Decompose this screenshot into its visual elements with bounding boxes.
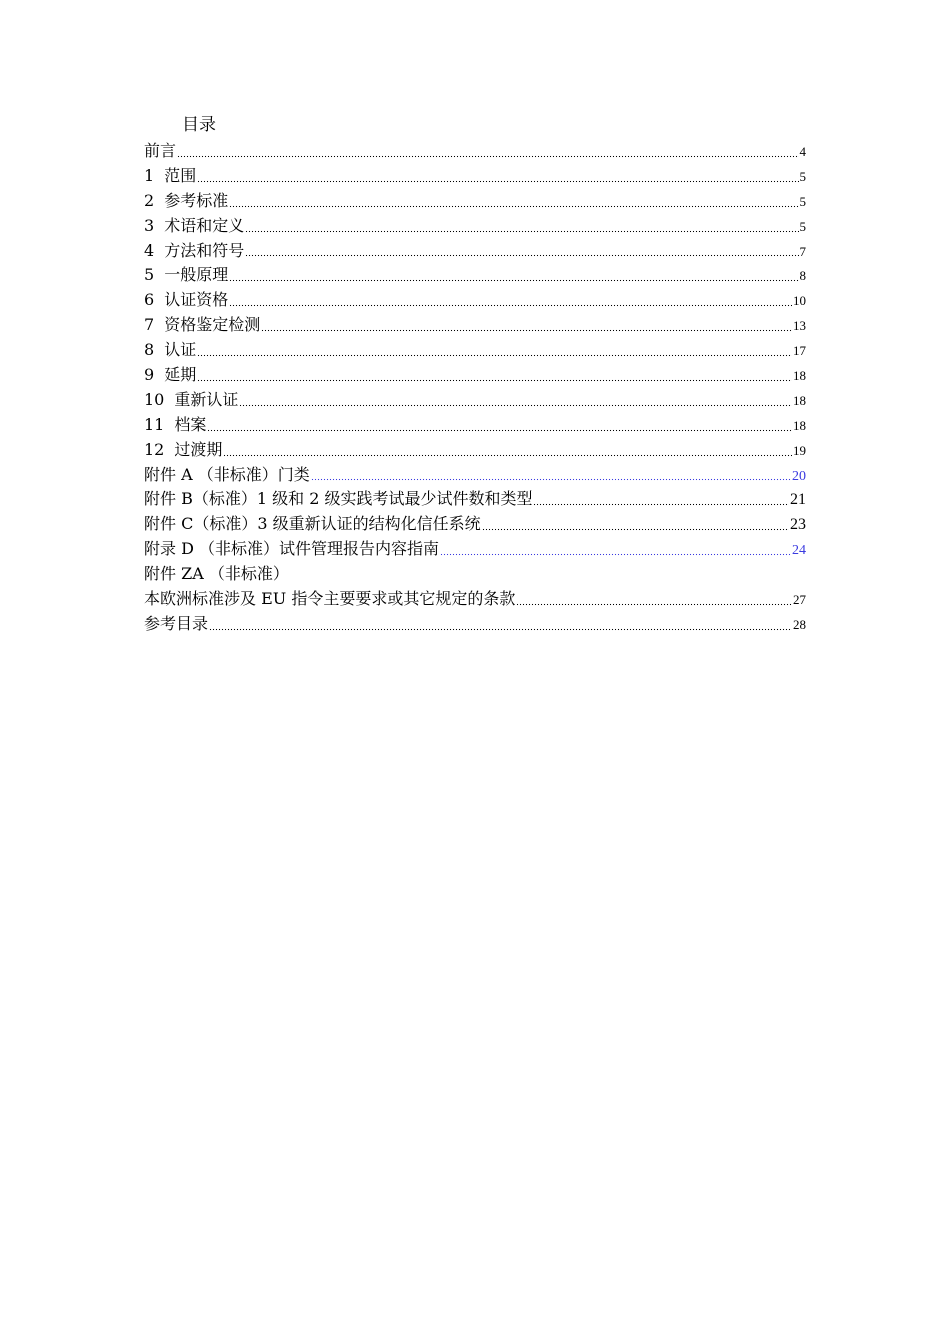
toc-entry-number: 6: [144, 290, 155, 310]
toc-entry-10[interactable]: [144, 388, 806, 413]
toc-page-number: 24: [792, 543, 806, 559]
toc-entry-text: 认证资格: [164, 290, 229, 310]
toc-page-number: 28: [793, 616, 806, 632]
toc-page-number: 17: [793, 343, 806, 359]
leader-dots: [311, 469, 791, 481]
toc-page-number: 10: [793, 293, 806, 309]
toc-page-number: 18: [793, 368, 806, 384]
toc-title: 目录: [182, 115, 216, 135]
toc-entry-text: 前言: [144, 141, 177, 160]
toc-entry-11[interactable]: [144, 413, 806, 438]
toc-entry-number: 9: [144, 365, 155, 385]
toc-page-number: 13: [793, 318, 806, 334]
toc-entry-text: 参考目录: [144, 613, 209, 633]
toc-entry-annex-b[interactable]: [144, 487, 806, 512]
toc-page-number: 7: [799, 243, 806, 259]
toc-entry-text: 方法和符号: [164, 240, 245, 260]
toc-entry-5[interactable]: [144, 263, 806, 288]
toc-entry-number: 7: [144, 315, 155, 335]
toc-entry-annex-a[interactable]: [144, 463, 806, 488]
leader-dots: [261, 320, 792, 332]
toc-page-number: 5: [799, 168, 806, 184]
toc-entry-number: 5: [144, 265, 155, 285]
toc-entry-text: 附件 ZA （非标准）: [144, 564, 289, 584]
toc-entry-4[interactable]: [144, 239, 806, 264]
toc-page-number: 27: [793, 592, 806, 608]
leader-dots: [197, 345, 792, 357]
toc-entry-text: 资格鉴定检测: [164, 315, 261, 335]
leader-dots: [229, 270, 798, 282]
toc-entry-text: 参考标准: [164, 190, 229, 210]
toc-entry-text: 过渡期: [174, 439, 223, 459]
toc-entry-number: 3: [144, 215, 155, 235]
toc-entry-12[interactable]: [144, 438, 806, 463]
toc-entry-1[interactable]: [144, 164, 806, 189]
toc-page-number: 4: [799, 144, 806, 159]
toc-entry-3[interactable]: [144, 214, 806, 239]
toc-entry-text: 一般原理: [164, 265, 229, 285]
toc-page-number: 21: [790, 491, 806, 509]
toc-entry-9[interactable]: [144, 363, 806, 388]
toc-page-number: 18: [793, 392, 806, 408]
toc-entry-text: 术语和定义: [164, 215, 245, 235]
toc-entry-2[interactable]: [144, 189, 806, 214]
leader-dots: [482, 519, 789, 531]
leader-dots: [197, 370, 792, 382]
leader-dots: [245, 245, 798, 257]
toc-entry-foreword[interactable]: [144, 139, 806, 164]
toc-page-number: 8: [799, 268, 806, 284]
table-of-contents: [144, 139, 806, 637]
toc-entry-text: 延期: [164, 365, 197, 385]
toc-entry-8[interactable]: [144, 338, 806, 363]
toc-entry-number: 1: [144, 165, 155, 185]
toc-entry-text: 附件 B（标准）1 级和 2 级实践考试最少试件数和类型: [144, 489, 533, 509]
toc-entry-eu-directives[interactable]: [144, 587, 806, 612]
leader-dots: [207, 420, 792, 432]
leader-dots: [245, 221, 798, 233]
toc-entry-text: 认证: [164, 340, 197, 360]
toc-entry-number: 4: [144, 240, 155, 260]
leader-dots: [533, 494, 789, 506]
toc-entry-number: 2: [144, 190, 155, 210]
toc-page-number: 5: [799, 218, 806, 234]
leader-dots: [239, 395, 792, 407]
leader-dots: [177, 146, 798, 158]
toc-page-number: 23: [790, 516, 806, 534]
toc-entry-annex-d[interactable]: [144, 537, 806, 562]
toc-entry-bibliography[interactable]: [144, 612, 806, 637]
toc-entry-number: 11: [144, 414, 165, 434]
leader-dots: [516, 594, 792, 606]
toc-entry-text: 附件 A （非标准）门类: [144, 464, 310, 484]
leader-dots: [440, 544, 791, 556]
toc-entry-number: 12: [144, 439, 165, 459]
toc-entry-text: 重新认证: [174, 389, 239, 409]
toc-entry-number: 8: [144, 340, 155, 360]
toc-page-number: 5: [799, 193, 806, 209]
toc-page-number: 19: [793, 442, 806, 458]
toc-entry-6[interactable]: [144, 288, 806, 313]
toc-entry-annex-c[interactable]: [144, 512, 806, 537]
toc-entry-number: 10: [144, 389, 165, 409]
leader-dots: [197, 171, 798, 183]
toc-entry-text: 附录 D （非标准）试件管理报告内容指南: [144, 539, 440, 559]
toc-entry-text: 范围: [164, 165, 197, 185]
leader-dots: [223, 445, 792, 457]
toc-entry-text: 档案: [174, 414, 207, 434]
toc-entry-annex-za[interactable]: [144, 562, 806, 587]
leader-dots: [209, 619, 792, 631]
toc-entry-7[interactable]: [144, 313, 806, 338]
toc-entry-text: 附件 C（标准）3 级重新认证的结构化信任系统: [144, 514, 481, 534]
toc-page-number: 20: [792, 468, 806, 484]
toc-page-number: 18: [793, 417, 806, 433]
leader-dots: [229, 196, 798, 208]
toc-entry-text: 本欧洲标准涉及 EU 指令主要要求或其它规定的条款: [144, 589, 516, 609]
leader-dots: [229, 295, 792, 307]
